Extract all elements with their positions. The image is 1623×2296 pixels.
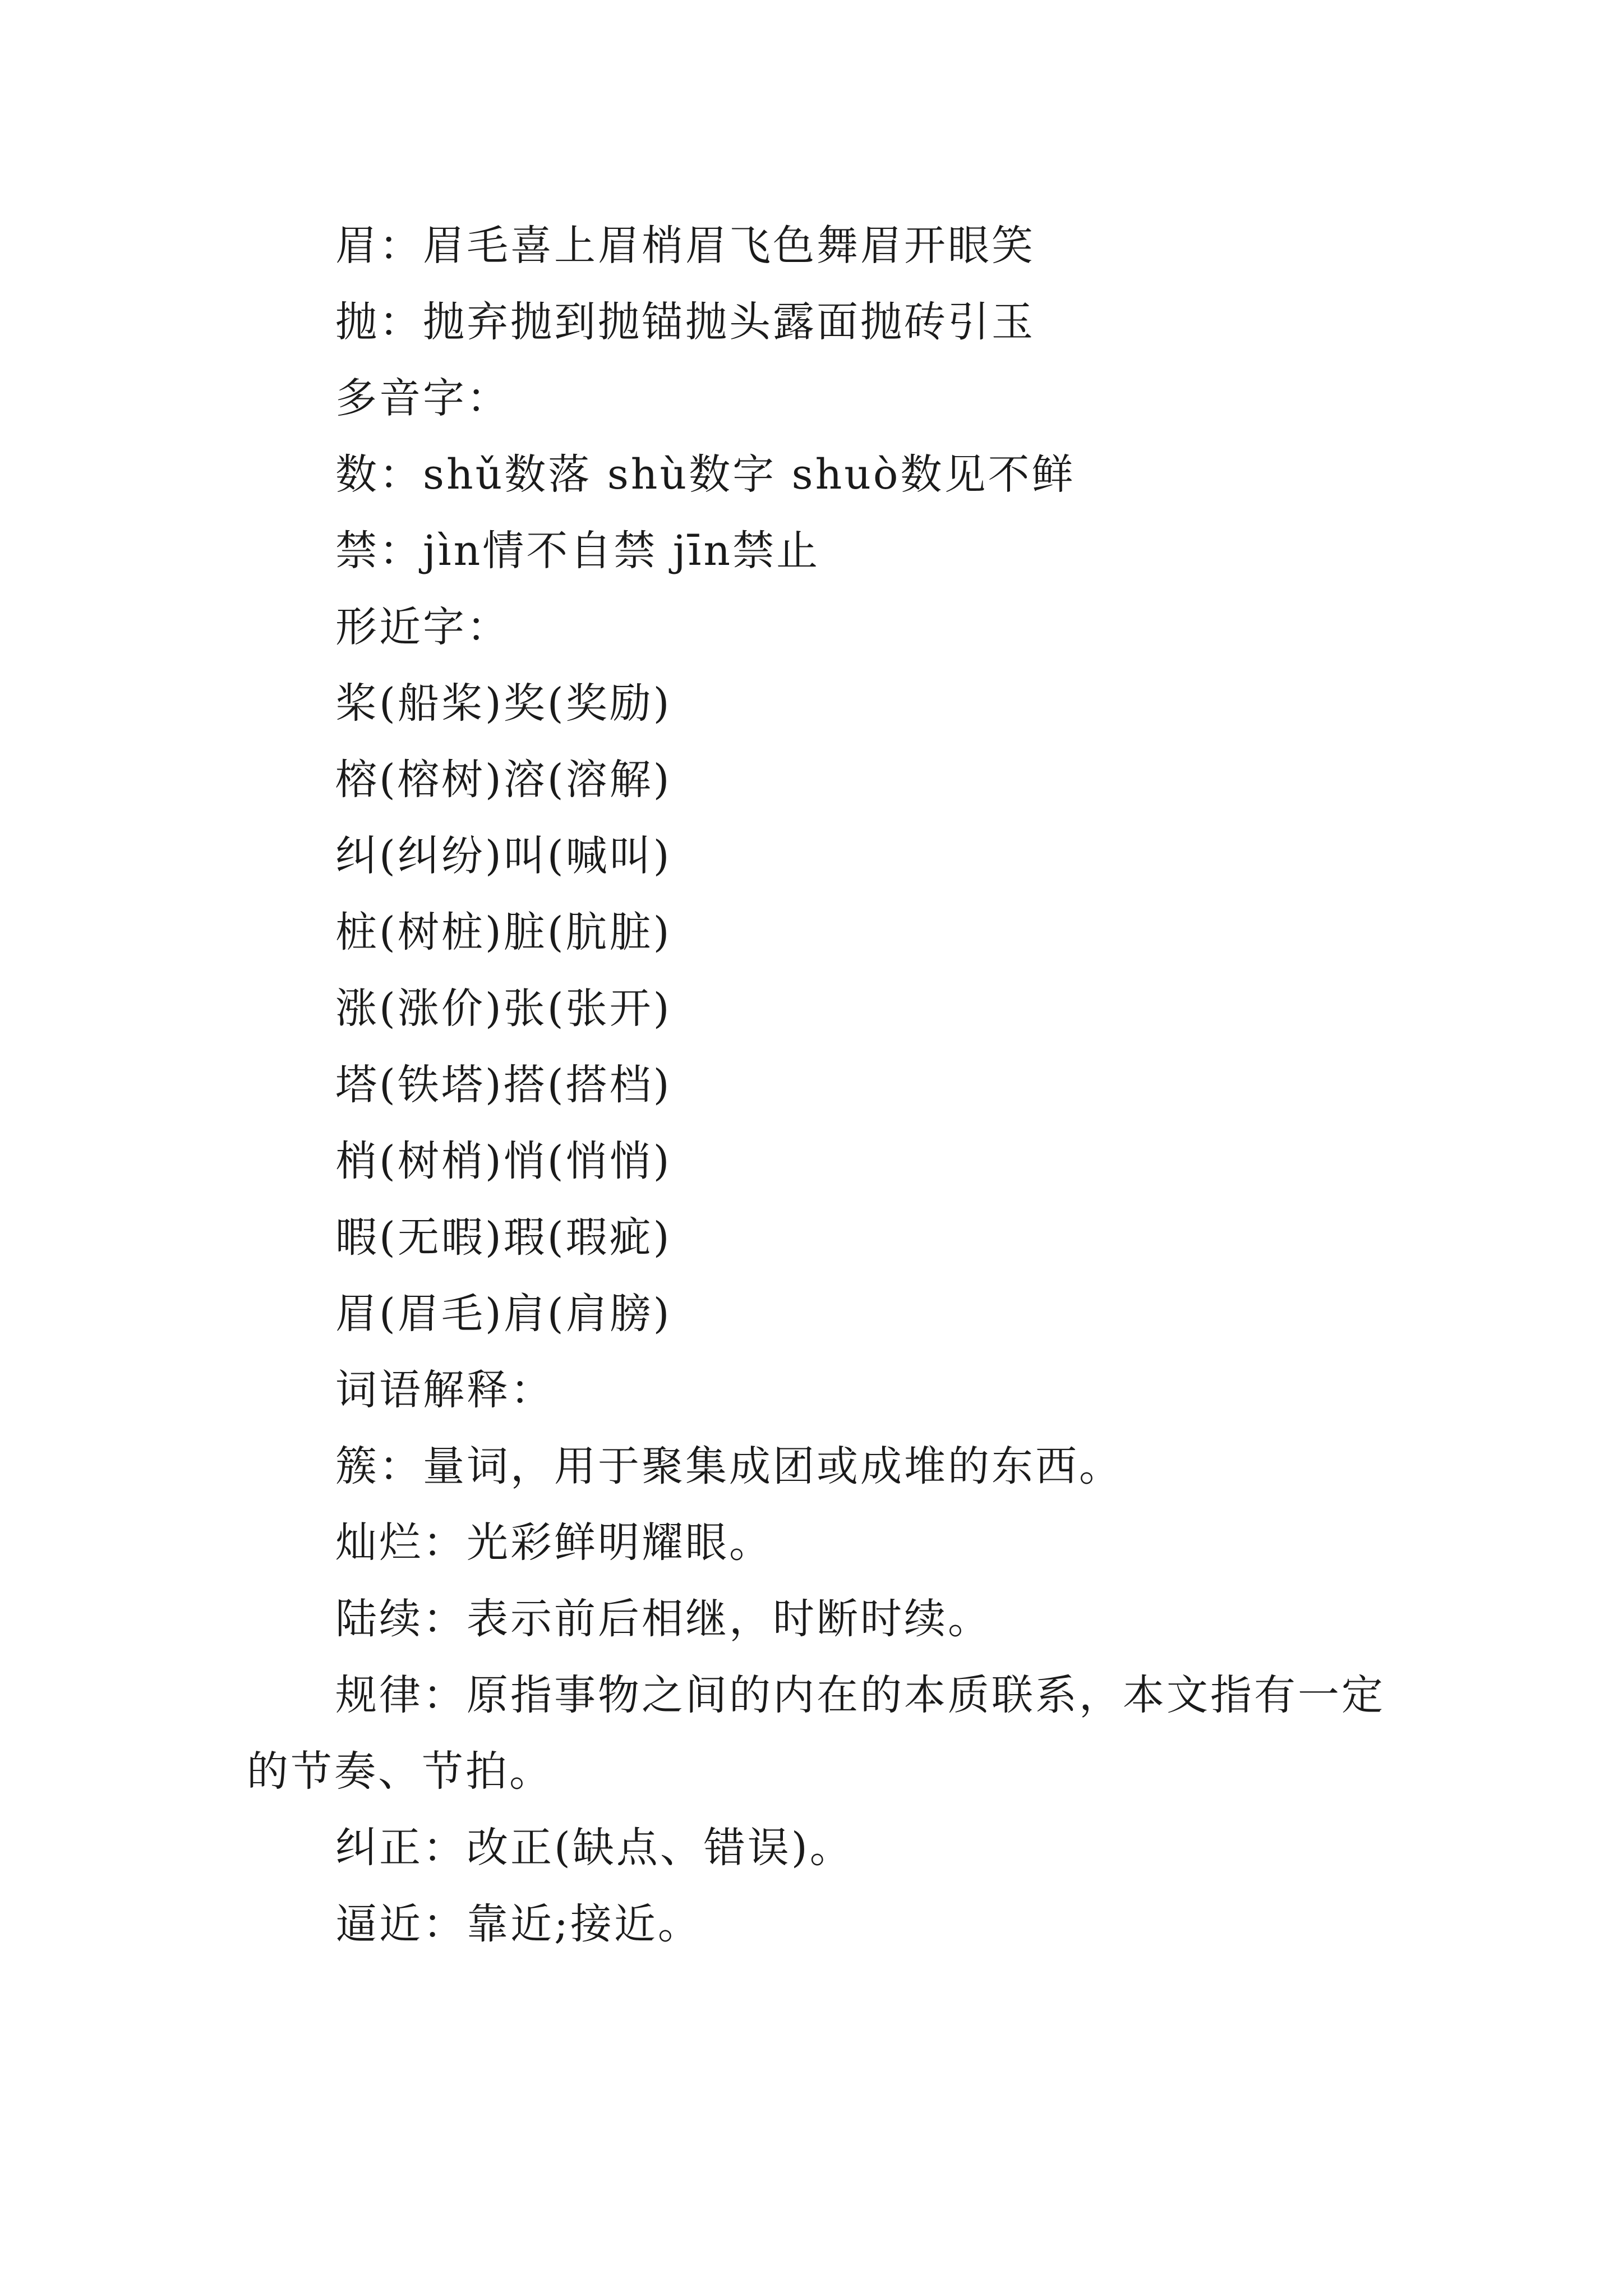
definition-line-continuation: 的节奏、节拍。 [247,1747,553,1796]
section-heading-word-explanations: 词语解释： [335,1366,554,1414]
similar-char-line: 暇(无暇)瑕(瑕疵) [335,1213,672,1262]
definition-line: 规律：原指事物之间的内在的本质联系，本文指有一定 [335,1671,1385,1719]
similar-char-line: 梢(树梢)悄(悄悄) [335,1137,672,1185]
similar-char-line: 桩(树桩)脏(肮脏) [335,908,672,956]
document-body [247,208,1385,1962]
similar-char-line: 桨(船桨)奖(奖励) [335,679,672,728]
similar-char-line: 纠(纠纷)叫(喊叫) [335,832,672,880]
vocab-line-mei: 眉：眉毛喜上眉梢眉飞色舞眉开眼笑 [335,222,1035,270]
definition-line: 灿烂：光彩鲜明耀眼。 [335,1519,773,1567]
section-heading-similar-chars: 形近字： [335,603,510,651]
similar-char-line: 涨(涨价)张(张开) [335,984,672,1033]
similar-char-line: 榕(榕树)溶(溶解) [335,756,672,804]
definition-line: 簇：量词，用于聚集成团或成堆的东西。 [335,1442,1123,1490]
polyphonic-line-shu: 数：shǔ数落 shù数字 shuò数见不鲜 [335,450,1076,499]
vocab-line-pao: 抛：抛弃抛到抛锚抛头露面抛砖引玉 [335,298,1035,346]
definition-line: 纠正：改正(缺点、错误)。 [335,1824,854,1872]
definition-line: 陆续：表示前后相继，时断时续。 [335,1595,992,1643]
polyphonic-line-jin: 禁：jìn情不自禁 jīn禁止 [335,527,820,575]
similar-char-line: 眉(眉毛)肩(肩膀) [335,1290,672,1338]
definition-line: 逼近：靠近;接近。 [335,1900,702,1948]
similar-char-line: 塔(铁塔)搭(搭档) [335,1061,672,1109]
section-heading-polyphonic: 多音字： [335,374,510,422]
